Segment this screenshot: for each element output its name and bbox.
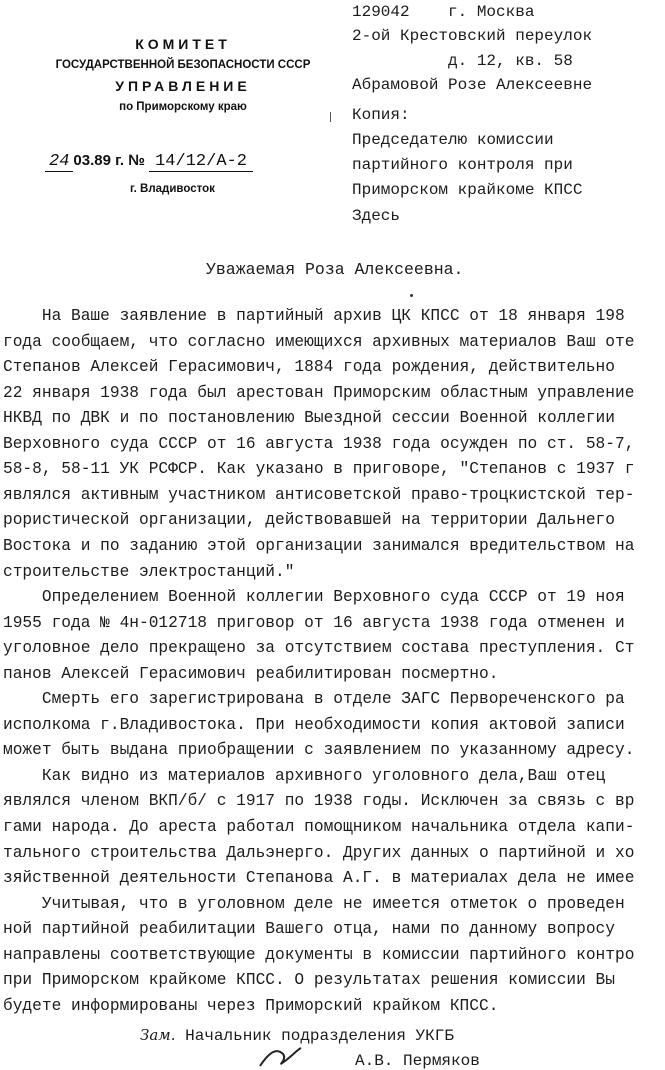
letter-line: 58-8, 58-11 УК РСФСР. Как указано в приговоре, "Степанов с 1937 г [3,460,635,479]
letter-line: Как видно из материалов архивного уголовного дела,Ваш отец [3,766,606,785]
address-line: Копия: [352,106,410,124]
letter-line: Востока и по заданию этой организации занимался вредительством на [3,536,635,555]
letter-line: Смерть его зарегистрирована в отделе ЗАГС Первореченского ра [3,690,625,709]
org-region: по Приморскому краю [119,101,247,113]
address-line: Председателю комиссии [352,131,554,149]
letter-line: Учитывая, что в уголовном деле не имеется отметок о проведен [3,894,625,913]
letter-line: зяйственной деятельности Степанова А.Г. в материалах дела не имее [3,869,635,888]
letter-line: панов Алексей Герасимович реабилитирован посмертно. [3,664,499,683]
address-line: Приморском крайкоме КПСС [352,181,583,199]
org-committee: КОМИТЕТ [135,36,231,52]
letter-line: ной партийной реабилитации Вашего отца, нами по данному вопросу [3,920,615,939]
letter-line: Степанов Алексей Герасимович, 1884 года рождения, действительно [3,358,615,377]
address-line: Абрамовой Розе Алексеевне [352,76,593,94]
date-printed: 03.89 г. [73,152,125,169]
address-line: д. 12, кв. 58 [352,52,573,70]
letter-line: может быть выдана приобращении с заявлением по указанному адресу. [3,741,635,760]
letter-line: Определением Военной коллегии Верховного суда СССР от 19 ноя [3,588,625,607]
greeting: Уважаемая Роза Алексеевна. [206,260,464,279]
org-directorate: УПРАВЛЕНИЕ [115,78,251,94]
letter-line: исполкома г.Владивостока. При необходимости копия актовой записи [3,715,625,734]
ink-dot [410,294,413,297]
org-state-security: ГОСУДАРСТВЕННОЙ БЕЗОПАСНОСТИ СССР [55,59,311,71]
address-line: Здесь [352,207,401,225]
number-sign: № [128,152,145,169]
letter-line: направлены соответствующие документы в комиссии партийного контро [3,945,635,964]
letter-line: 1955 года № 4н-012718 приговор от 16 августа 1938 года отменен и [3,613,625,632]
address-line: партийного контроля при [352,156,573,174]
letter-line: будете информированы через Приморский крайком КПСС. [3,996,499,1015]
handwritten-deputy: Зам. [140,1026,176,1044]
fold-mark [330,112,331,122]
letter-line: рористической организации, действовавшей на территории Дальнего [3,511,615,530]
letter-line: тального строительства Дальэнерго. Других данных о партийной и хо [3,843,635,862]
organization-header [40,34,326,118]
letter-line: являлся активным участником антисоветской право-троцкистской тер- [3,485,635,504]
letter-line: строительстве электростанций." [3,562,295,581]
city-label: г. Владивосток [130,183,215,195]
letter-line: 22 января 1938 года был арестован Приморским областным управление [3,383,635,402]
letter-line: года сообщаем, что согласно имеющихся архивных материалов Ваш оте [3,332,635,351]
address-line: 2-ой Крестовский переулок [352,27,593,45]
signature-title-line [140,1026,454,1045]
signature-name: А.В. Пермяков [355,1052,480,1070]
registration-line [45,152,325,171]
letter-line: Верховного суда СССР от 16 августа 1938 года осужден по ст. 58-7, [3,434,635,453]
registration-number: 14/12/А-2 [149,152,253,172]
letter-line: На Ваше заявление в партийный архив ЦК КПСС от 18 января 198 [3,307,625,325]
letter-line: НКВД по ДВК и по постановлению Выездной сессии Военной коллегии [3,409,615,428]
letter-line: при Приморском крайкоме КПСС. О результатах решения комиссии Вы [3,971,615,990]
handwritten-day: 24 [45,152,73,172]
letter-line: уголовное дело прекращено за отсутствием состава преступления. Ст [3,639,635,658]
address-line: 129042 г. Москва [352,3,535,21]
signature-scribble [255,1046,305,1069]
signature-title: Начальник подразделения УКГБ [185,1027,454,1045]
letter-line: являлся членом ВКП/б/ с 1917 по 1938 годы. Исключен за связь с вр [3,792,635,811]
letter-line: гами народа. До ареста работал помощником начальника отдела капи- [3,818,635,836]
